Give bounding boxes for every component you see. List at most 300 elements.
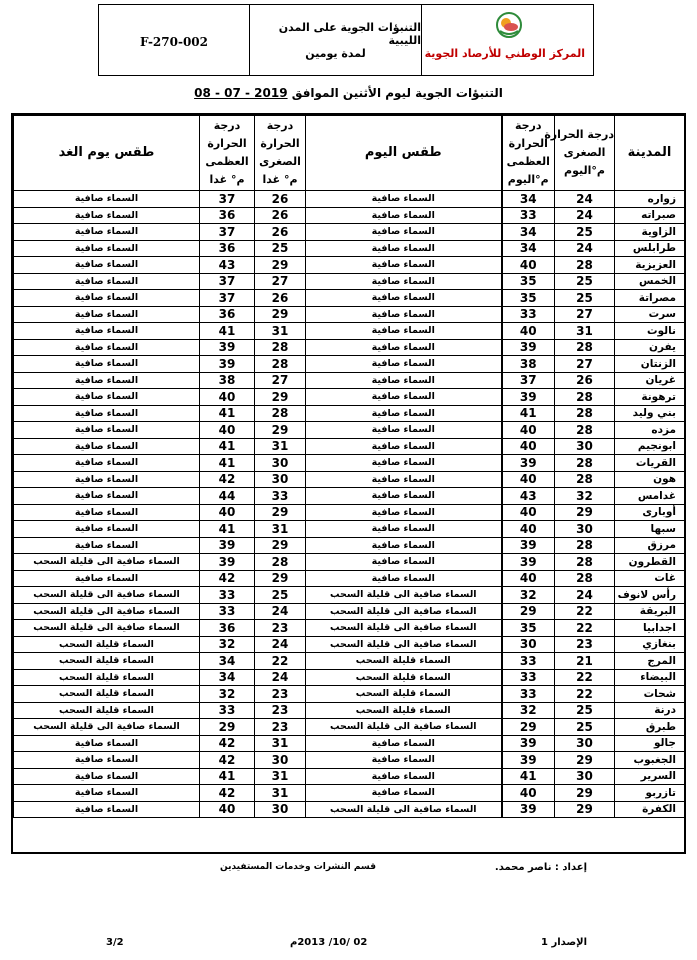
table-cell-min-tomorrow: 29: [255, 504, 306, 521]
table-cell-city: البريقة: [615, 603, 685, 620]
table-cell-wx-today: السماء صافية الى قليلة السحب: [306, 801, 502, 818]
table-cell-city: زواره: [615, 191, 685, 208]
issue-number: الإصدار 1: [541, 937, 587, 948]
table-cell-min-tomorrow: 23: [255, 719, 306, 736]
table-cell-max-today: 39: [502, 389, 555, 406]
table-cell-wx-today: السماء صافية: [306, 768, 502, 785]
table-cell-wx-today: السماء صافية: [306, 207, 502, 224]
table-cell-max-today: 33: [502, 207, 555, 224]
table-cell-wx-today: السماء صافية: [306, 488, 502, 505]
table-row: [14, 521, 685, 538]
table-cell-wx-tomorrow: السماء صافية الى قليلة السحب: [14, 554, 200, 571]
table-cell-wx-today: السماء صافية: [306, 224, 502, 241]
table-cell-wx-tomorrow: السماء صافية: [14, 785, 200, 802]
table-cell-city: غريان: [615, 372, 685, 389]
table-cell-min-today: 22: [555, 686, 615, 703]
table-cell-wx-tomorrow: السماء صافية الى قليلة السحب: [14, 620, 200, 637]
table-row: [14, 372, 685, 389]
table-cell-min-tomorrow: 26: [255, 224, 306, 241]
header-org-cell: [421, 5, 593, 75]
table-cell-min-today: 31: [555, 323, 615, 340]
table-cell-min-tomorrow: 28: [255, 405, 306, 422]
table-cell-min-today: 24: [555, 587, 615, 604]
subtitle-text: التنبؤات الجوية ليوم الأثنين الموافق: [291, 86, 503, 100]
table-cell-max-today: 33: [502, 669, 555, 686]
table-cell-max-today: 34: [502, 191, 555, 208]
table-cell-wx-tomorrow: السماء صافية: [14, 438, 200, 455]
table-cell-min-today: 30: [555, 521, 615, 538]
table-cell-wx-tomorrow: السماء صافية: [14, 471, 200, 488]
col-min-tomorrow-l3: الصغرى: [259, 155, 301, 168]
table-cell-max-tomorrow: 41: [200, 405, 255, 422]
table-cell-min-today: 25: [555, 224, 615, 241]
table-row: [14, 653, 685, 670]
forecast-rows: [14, 191, 685, 818]
table-cell-min-tomorrow: 25: [255, 240, 306, 257]
table-cell-city: سبها: [615, 521, 685, 538]
col-max-today-l3: العظمى: [506, 155, 550, 168]
table-cell-wx-tomorrow: السماء صافية: [14, 323, 200, 340]
col-max-tomorrow-l2: الحرارة: [207, 137, 247, 150]
col-max-tomorrow: [200, 116, 255, 191]
table-cell-wx-tomorrow: السماء صافية: [14, 240, 200, 257]
table-row: [14, 587, 685, 604]
table-cell-max-tomorrow: 44: [200, 488, 255, 505]
table-cell-max-today: 40: [502, 521, 555, 538]
table-cell-min-today: 28: [555, 455, 615, 472]
table-cell-max-tomorrow: 41: [200, 521, 255, 538]
table-cell-max-tomorrow: 36: [200, 240, 255, 257]
table-cell-wx-tomorrow: السماء صافية الى قليلة السحب: [14, 719, 200, 736]
table-cell-max-today: 40: [502, 438, 555, 455]
table-cell-min-today: 28: [555, 389, 615, 406]
table-cell-max-today: 40: [502, 471, 555, 488]
table-row: [14, 455, 685, 472]
table-cell-max-tomorrow: 39: [200, 356, 255, 373]
table-cell-max-tomorrow: 39: [200, 537, 255, 554]
table-cell-city: أوبارى: [615, 504, 685, 521]
table-cell-wx-today: السماء صافية: [306, 257, 502, 274]
table-cell-city: غدامس: [615, 488, 685, 505]
table-cell-wx-tomorrow: السماء صافية: [14, 372, 200, 389]
table-cell-min-today: 25: [555, 290, 615, 307]
table-cell-min-today: 30: [555, 735, 615, 752]
table-cell-min-today: 32: [555, 488, 615, 505]
table-cell-max-tomorrow: 33: [200, 603, 255, 620]
table-cell-min-today: 23: [555, 636, 615, 653]
table-cell-city: ترهونة: [615, 389, 685, 406]
table-cell-min-tomorrow: 26: [255, 207, 306, 224]
table-cell-wx-tomorrow: السماء صافية: [14, 752, 200, 769]
table-cell-min-today: 29: [555, 785, 615, 802]
table-cell-max-tomorrow: 39: [200, 339, 255, 356]
table-cell-city: القطرون: [615, 554, 685, 571]
table-cell-wx-tomorrow: السماء قليلة السحب: [14, 636, 200, 653]
table-cell-min-today: 22: [555, 620, 615, 637]
table-cell-min-today: 22: [555, 603, 615, 620]
table-cell-min-today: 30: [555, 438, 615, 455]
table-cell-min-tomorrow: 31: [255, 785, 306, 802]
table-cell-city: درنة: [615, 702, 685, 719]
table-row: [14, 570, 685, 587]
table-cell-max-today: 35: [502, 290, 555, 307]
table-cell-wx-tomorrow: السماء قليلة السحب: [14, 686, 200, 703]
table-cell-wx-today: السماء صافية: [306, 356, 502, 373]
table-cell-max-tomorrow: 32: [200, 686, 255, 703]
page-subtitle: [0, 86, 697, 100]
table-cell-city: غات: [615, 570, 685, 587]
table-cell-max-today: 41: [502, 768, 555, 785]
table-cell-min-tomorrow: 25: [255, 587, 306, 604]
table-cell-wx-tomorrow: السماء صافية: [14, 389, 200, 406]
table-cell-max-today: 39: [502, 554, 555, 571]
table-cell-min-today: 24: [555, 207, 615, 224]
table-row: [14, 290, 685, 307]
table-cell-min-tomorrow: 29: [255, 389, 306, 406]
table-cell-max-tomorrow: 37: [200, 224, 255, 241]
table-cell-city: الخمس: [615, 273, 685, 290]
table-cell-wx-today: السماء صافية: [306, 191, 502, 208]
table-cell-max-tomorrow: 40: [200, 389, 255, 406]
table-cell-min-tomorrow: 24: [255, 603, 306, 620]
table-cell-min-today: 29: [555, 752, 615, 769]
table-cell-min-today: 27: [555, 306, 615, 323]
table-cell-min-today: 24: [555, 240, 615, 257]
table-cell-min-today: 25: [555, 702, 615, 719]
table-cell-max-tomorrow: 40: [200, 504, 255, 521]
table-cell-wx-today: السماء صافية: [306, 471, 502, 488]
table-cell-max-today: 40: [502, 422, 555, 439]
table-cell-wx-tomorrow: السماء صافية: [14, 735, 200, 752]
table-row: [14, 306, 685, 323]
table-cell-min-tomorrow: 27: [255, 372, 306, 389]
col-city: المدينة: [615, 116, 685, 191]
table-cell-max-today: 41: [502, 405, 555, 422]
table-row: [14, 471, 685, 488]
col-wx-tomorrow: طقس يوم الغد: [14, 116, 200, 191]
table-row: [14, 785, 685, 802]
table-row: [14, 801, 685, 818]
table-row: [14, 537, 685, 554]
table-cell-wx-tomorrow: السماء صافية: [14, 537, 200, 554]
table-cell-wx-today: السماء صافية: [306, 521, 502, 538]
table-cell-max-tomorrow: 37: [200, 290, 255, 307]
table-row: [14, 702, 685, 719]
table-cell-max-today: 30: [502, 636, 555, 653]
table-cell-max-today: 37: [502, 372, 555, 389]
table-cell-min-tomorrow: 29: [255, 570, 306, 587]
table-row: [14, 488, 685, 505]
table-cell-wx-tomorrow: السماء صافية: [14, 455, 200, 472]
doc-code: F-270-002: [139, 35, 209, 49]
table-cell-max-today: 40: [502, 570, 555, 587]
table-cell-wx-tomorrow: السماء قليلة السحب: [14, 653, 200, 670]
header-title-line1: التنبؤات الجوية على المدن الليبية: [278, 20, 421, 47]
table-cell-min-today: 28: [555, 471, 615, 488]
table-cell-max-tomorrow: 42: [200, 570, 255, 587]
table-cell-city: نالوت: [615, 323, 685, 340]
table-row: [14, 240, 685, 257]
table-cell-min-today: 28: [555, 422, 615, 439]
table-cell-max-today: 40: [502, 785, 555, 802]
table-row: [14, 504, 685, 521]
table-row: [14, 669, 685, 686]
table-cell-max-today: 39: [502, 339, 555, 356]
table-row: [14, 323, 685, 340]
table-cell-max-tomorrow: 41: [200, 455, 255, 472]
table-cell-min-today: 28: [555, 257, 615, 274]
table-cell-city: جالو: [615, 735, 685, 752]
table-cell-city: مصراتة: [615, 290, 685, 307]
table-cell-wx-tomorrow: السماء صافية: [14, 504, 200, 521]
prepared-by: إعداد : ناصر محمد.: [494, 862, 587, 873]
table-row: [14, 554, 685, 571]
table-row: [14, 620, 685, 637]
table-cell-city: رأس لانوف: [615, 587, 685, 604]
table-cell-wx-tomorrow: السماء صافية: [14, 306, 200, 323]
table-cell-wx-tomorrow: السماء صافية: [14, 422, 200, 439]
col-min-today-l2: الصغرى: [563, 146, 606, 159]
table-cell-wx-tomorrow: السماء صافية: [14, 339, 200, 356]
table-cell-max-tomorrow: 42: [200, 735, 255, 752]
col-max-today-l1: درجة: [514, 119, 542, 132]
table-cell-city: المرج: [615, 653, 685, 670]
table-cell-min-tomorrow: 26: [255, 290, 306, 307]
table-cell-max-tomorrow: 37: [200, 273, 255, 290]
table-cell-min-tomorrow: 24: [255, 669, 306, 686]
table-cell-wx-today: السماء صافية: [306, 273, 502, 290]
table-cell-city: يفرن: [615, 339, 685, 356]
table-cell-min-today: 26: [555, 372, 615, 389]
table-cell-wx-today: السماء صافية: [306, 537, 502, 554]
table-cell-wx-today: السماء صافية: [306, 240, 502, 257]
col-max-tomorrow-l4: م° غدا: [209, 173, 245, 186]
table-cell-wx-today: السماء صافية الى قليلة السحب: [306, 636, 502, 653]
col-min-tomorrow-l2: الحرارة: [260, 137, 300, 150]
table-cell-max-today: 43: [502, 488, 555, 505]
table-cell-max-today: 39: [502, 735, 555, 752]
table-cell-min-tomorrow: 31: [255, 323, 306, 340]
table-cell-wx-tomorrow: السماء صافية الى قليلة السحب: [14, 587, 200, 604]
table-cell-max-today: 39: [502, 455, 555, 472]
table-cell-min-tomorrow: 28: [255, 339, 306, 356]
table-cell-min-tomorrow: 28: [255, 554, 306, 571]
table-cell-max-today: 35: [502, 620, 555, 637]
table-cell-max-today: 32: [502, 587, 555, 604]
table-cell-wx-today: السماء صافية: [306, 339, 502, 356]
table-cell-wx-today: السماء صافية: [306, 389, 502, 406]
table-row: [14, 273, 685, 290]
table-cell-city: البيضاء: [615, 669, 685, 686]
header-title-cell: [249, 5, 421, 75]
table-cell-city: هون: [615, 471, 685, 488]
department: قسم النشرات وخدمات المستفيدين: [220, 862, 376, 872]
forecast-table-frame: [11, 113, 686, 854]
table-cell-min-today: 28: [555, 405, 615, 422]
table-cell-wx-today: السماء صافية الى قليلة السحب: [306, 603, 502, 620]
table-cell-max-today: 34: [502, 224, 555, 241]
table-cell-min-tomorrow: 31: [255, 735, 306, 752]
org-name: المركز الوطني للأرصاد الجوية: [424, 47, 585, 60]
table-row: [14, 422, 685, 439]
table-cell-max-tomorrow: 41: [200, 768, 255, 785]
table-cell-max-today: 39: [502, 801, 555, 818]
col-min-today-l1: درجة الحرارة: [544, 128, 614, 141]
table-cell-city: العزيزية: [615, 257, 685, 274]
table-cell-wx-today: السماء صافية: [306, 785, 502, 802]
table-cell-wx-today: السماء صافية: [306, 504, 502, 521]
table-cell-max-tomorrow: 42: [200, 471, 255, 488]
table-cell-max-tomorrow: 38: [200, 372, 255, 389]
table-cell-min-tomorrow: 28: [255, 356, 306, 373]
table-cell-wx-today: السماء صافية: [306, 570, 502, 587]
weather-logo-icon: [494, 11, 524, 39]
table-cell-wx-tomorrow: السماء صافية: [14, 191, 200, 208]
table-cell-min-today: 22: [555, 669, 615, 686]
table-cell-max-today: 40: [502, 504, 555, 521]
table-cell-city: بني وليد: [615, 405, 685, 422]
table-cell-wx-today: السماء صافية: [306, 422, 502, 439]
table-cell-city: طرابلس: [615, 240, 685, 257]
table-row: [14, 389, 685, 406]
table-cell-min-today: 24: [555, 191, 615, 208]
table-cell-wx-today: السماء صافية: [306, 752, 502, 769]
table-cell-wx-today: السماء صافية: [306, 455, 502, 472]
table-cell-wx-today: السماء قليلة السحب: [306, 686, 502, 703]
table-cell-wx-tomorrow: السماء قليلة السحب: [14, 702, 200, 719]
table-cell-wx-tomorrow: السماء صافية: [14, 405, 200, 422]
table-cell-min-tomorrow: 29: [255, 537, 306, 554]
table-cell-wx-tomorrow: السماء صافية: [14, 768, 200, 785]
table-cell-min-tomorrow: 29: [255, 257, 306, 274]
table-cell-max-today: 32: [502, 702, 555, 719]
table-cell-min-today: 28: [555, 339, 615, 356]
table-cell-min-today: 27: [555, 356, 615, 373]
table-row: [14, 603, 685, 620]
table-cell-wx-tomorrow: السماء صافية: [14, 570, 200, 587]
table-cell-city: سرت: [615, 306, 685, 323]
col-min-today: [544, 116, 615, 191]
table-cell-max-tomorrow: 33: [200, 702, 255, 719]
header-title-line2: لمدة يومين: [305, 46, 366, 60]
col-min-today-l3: م°اليوم: [564, 164, 605, 177]
table-cell-city: ابونجيم: [615, 438, 685, 455]
table-cell-wx-tomorrow: السماء صافية: [14, 273, 200, 290]
table-cell-wx-tomorrow: السماء صافية: [14, 356, 200, 373]
table-cell-min-today: 30: [555, 768, 615, 785]
table-cell-wx-today: السماء قليلة السحب: [306, 702, 502, 719]
table-cell-min-tomorrow: 31: [255, 438, 306, 455]
table-cell-max-today: 35: [502, 273, 555, 290]
table-cell-max-today: 29: [502, 603, 555, 620]
table-cell-city: صبراته: [615, 207, 685, 224]
table-cell-wx-tomorrow: السماء قليلة السحب: [14, 669, 200, 686]
table-cell-max-today: 39: [502, 752, 555, 769]
table-cell-wx-today: السماء صافية: [306, 290, 502, 307]
table-cell-max-tomorrow: 36: [200, 306, 255, 323]
table-cell-min-tomorrow: 23: [255, 620, 306, 637]
table-cell-max-today: 29: [502, 719, 555, 736]
table-cell-max-today: 33: [502, 686, 555, 703]
table-header-row: [14, 116, 685, 191]
document-header: [98, 4, 594, 76]
col-max-tomorrow-l1: درجة: [213, 119, 241, 132]
table-cell-min-tomorrow: 33: [255, 488, 306, 505]
col-wx-today: طقس اليوم: [306, 116, 502, 191]
table-cell-min-tomorrow: 26: [255, 191, 306, 208]
table-row: [14, 339, 685, 356]
table-cell-min-today: 28: [555, 570, 615, 587]
table-cell-max-tomorrow: 34: [200, 669, 255, 686]
table-row: [14, 438, 685, 455]
table-cell-wx-today: السماء صافية الى قليلة السحب: [306, 587, 502, 604]
table-cell-city: مزده: [615, 422, 685, 439]
table-cell-min-today: 25: [555, 719, 615, 736]
table-cell-min-tomorrow: 22: [255, 653, 306, 670]
col-min-tomorrow-l1: درجة: [266, 119, 294, 132]
table-cell-min-tomorrow: 31: [255, 768, 306, 785]
table-cell-max-tomorrow: 41: [200, 438, 255, 455]
table-cell-max-today: 33: [502, 653, 555, 670]
table-cell-min-tomorrow: 30: [255, 801, 306, 818]
table-cell-city: الجغبوب: [615, 752, 685, 769]
table-cell-max-today: 40: [502, 257, 555, 274]
table-cell-max-today: 38: [502, 356, 555, 373]
table-row: [14, 207, 685, 224]
table-row: [14, 735, 685, 752]
table-cell-wx-tomorrow: السماء صافية: [14, 224, 200, 241]
table-cell-city: الزنتان: [615, 356, 685, 373]
table-cell-city: الكفرة: [615, 801, 685, 818]
table-cell-wx-tomorrow: السماء صافية: [14, 521, 200, 538]
table-row: [14, 768, 685, 785]
subtitle-date: 08 - 07 - 2019: [194, 86, 288, 100]
table-cell-max-tomorrow: 39: [200, 554, 255, 571]
table-cell-min-tomorrow: 30: [255, 752, 306, 769]
table-cell-city: مرزق: [615, 537, 685, 554]
table-cell-wx-tomorrow: السماء صافية: [14, 207, 200, 224]
table-cell-min-tomorrow: 27: [255, 273, 306, 290]
table-cell-city: بنغازي: [615, 636, 685, 653]
table-cell-wx-today: السماء صافية: [306, 306, 502, 323]
table-cell-min-tomorrow: 23: [255, 686, 306, 703]
table-cell-wx-today: السماء صافية الى قليلة السحب: [306, 620, 502, 637]
table-cell-wx-today: السماء قليلة السحب: [306, 669, 502, 686]
table-row: [14, 686, 685, 703]
table-cell-max-tomorrow: 32: [200, 636, 255, 653]
table-cell-max-tomorrow: 40: [200, 422, 255, 439]
table-cell-min-tomorrow: 23: [255, 702, 306, 719]
table-cell-wx-tomorrow: السماء صافية: [14, 290, 200, 307]
table-cell-min-today: 29: [555, 801, 615, 818]
table-cell-wx-today: السماء صافية: [306, 735, 502, 752]
table-cell-min-tomorrow: 30: [255, 455, 306, 472]
col-min-tomorrow-l4: م° غدا: [262, 173, 298, 186]
table-cell-max-today: 39: [502, 537, 555, 554]
table-cell-min-tomorrow: 24: [255, 636, 306, 653]
table-row: [14, 636, 685, 653]
table-cell-wx-today: السماء صافية: [306, 405, 502, 422]
table-cell-wx-tomorrow: السماء صافية الى قليلة السحب: [14, 603, 200, 620]
table-cell-max-today: 33: [502, 306, 555, 323]
table-cell-max-tomorrow: 41: [200, 323, 255, 340]
col-max-today-l4: م°اليوم: [507, 173, 549, 186]
table-cell-max-tomorrow: 43: [200, 257, 255, 274]
table-cell-max-today: 40: [502, 323, 555, 340]
table-cell-wx-today: السماء صافية: [306, 323, 502, 340]
table-cell-max-tomorrow: 34: [200, 653, 255, 670]
table-cell-wx-tomorrow: السماء صافية: [14, 257, 200, 274]
